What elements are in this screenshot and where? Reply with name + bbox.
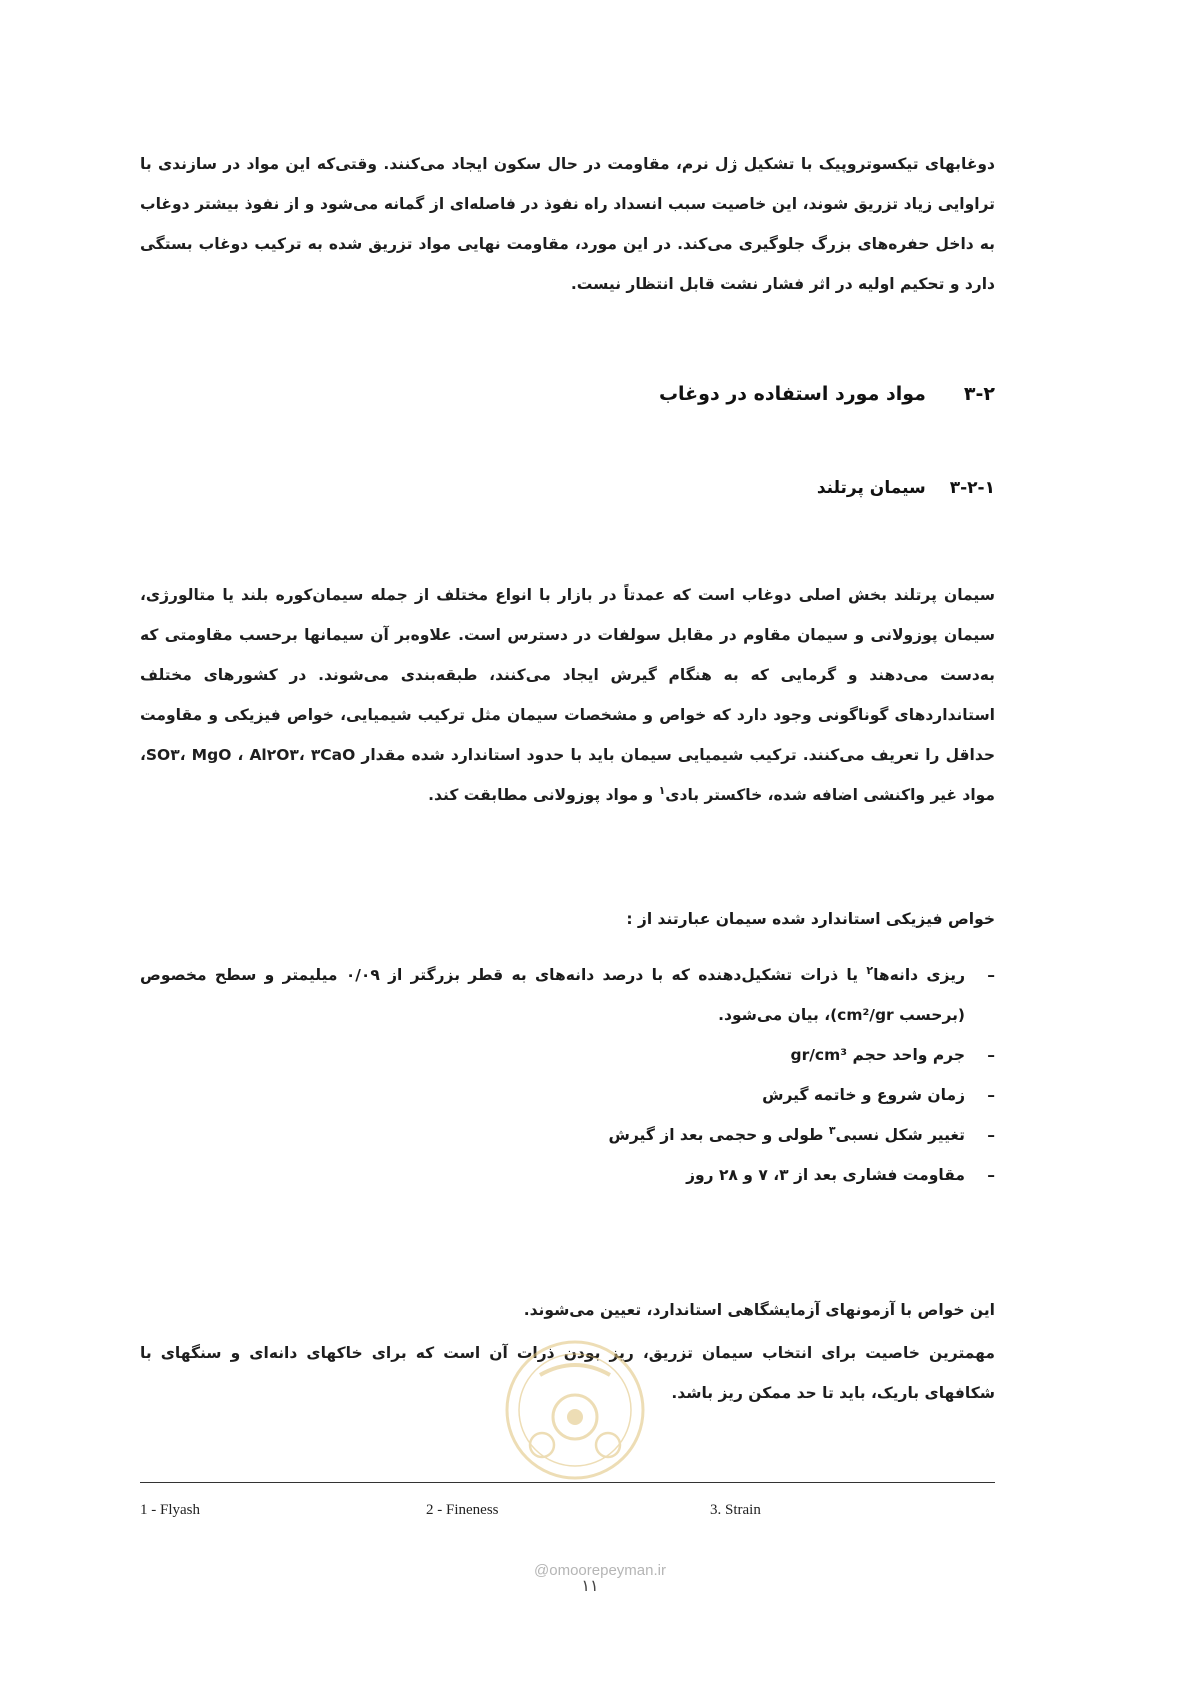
paragraph-fineness: مهمترین خاصیت برای انتخاب سیمان تزریق، ریز بودن ذرات آن است که برای خاکهای دانه‌ای و سنگهای با شکافهای باریک، باید تا حد ممکن ریز باشد. bbox=[140, 1344, 995, 1402]
list-item-text: زمان شروع و خاتمه گیرش bbox=[762, 1086, 965, 1104]
list-item-text: تغییر شکل نسبی bbox=[835, 1126, 965, 1144]
footnote-ref-2: ۲ bbox=[866, 963, 874, 977]
footnote-ref-3: ۳ bbox=[828, 1123, 836, 1137]
footnote-separator bbox=[140, 1482, 995, 1483]
bullet-dash: – bbox=[987, 966, 995, 984]
subsection-title: سیمان پرتلند bbox=[816, 478, 926, 498]
properties-list bbox=[140, 955, 995, 1195]
bullet-dash: – bbox=[987, 1086, 995, 1104]
watermark-url: @omoorepeyman.ir bbox=[534, 1562, 666, 1579]
watermark-logo bbox=[500, 1335, 650, 1495]
paragraph-standard-tests: این خواص با آزمونهای آزمایشگاهی استاندارد، تعیین می‌شوند. bbox=[523, 1301, 995, 1319]
subsection-number: ۳-۲-۱ bbox=[949, 478, 995, 498]
section-heading bbox=[659, 383, 995, 405]
list-item-text: مقاومت فشاری بعد از ۳، ۷ و ۲۸ روز bbox=[686, 1166, 965, 1184]
section-number: ۳-۲ bbox=[963, 383, 995, 405]
bullet-dash: – bbox=[987, 1046, 995, 1064]
list-item-text: جرم واحد حجم gr/cm³ bbox=[790, 1046, 965, 1064]
list-item bbox=[140, 1115, 995, 1155]
paragraph-thixotropic: دوغابهای تیکسوتروپیک با تشکیل ژل نرم، مقاومت در حال سکون ایجاد می‌کنند. وقتی‌که این مواد در سازندی با تراوایی زیاد تزریق شوند، این خاصیت سبب انسداد راه نفوذ در فاصله‌ای از گمانه می‌شود و از نفوذ بیشتر دوغاب به داخل حفره‌های بزرگ جلوگیری می‌کند. در این مورد، مقاومت نهایی مواد تزریق شده به ترکیب دوغاب بستگی دارد و تحکیم اولیه در اثر فشار نشت قابل انتظار نیست. bbox=[140, 155, 995, 293]
list-item-text: ریزی دانه‌ها bbox=[873, 966, 966, 984]
paragraph-text-end: و مواد پوزولانی مطابقت کند. bbox=[428, 786, 659, 804]
subsection-heading bbox=[817, 478, 995, 498]
properties-title: خواص فیزیکی استاندارد شده سیمان عبارتند از : bbox=[626, 910, 995, 928]
list-item bbox=[140, 1075, 995, 1115]
footnote-2: 2 - Fineness bbox=[426, 1502, 499, 1518]
list-item-text-end: طولی و حجمی بعد از گیرش bbox=[608, 1126, 829, 1144]
footnote-1: 1 - Flyash bbox=[140, 1502, 200, 1518]
list-item-text-end: یا ذرات تشکیل‌دهنده که با درصد دانه‌های به قطر بزرگتر از ۰/۰۹ میلیمتر و سطح مخصوص (برحسب cm²/gr)، بیان می‌شود. bbox=[140, 966, 965, 1024]
paragraph-text: سیمان پرتلند بخش اصلی دوغاب است که عمدتاً در بازار با انواع مختلف از جمله سیمان‌کوره بلند یا متالورژی، سیمان پوزولانی و سیمان مقاوم در مقابل سولفات در دسترس است. علاوه‌بر آن سیمانها برحسب مقاومتی که به‌دست می‌دهند و گرمایی که به هنگام گیرش ایجاد می‌کنند، طبقه‌بندی می‌شوند. در کشورهای مختلف استانداردهای گوناگونی وجود دارد که خواص و مشخصات سیمان مثل ترکیب شیمیایی، خواص فیزیکی و مقاومت حداقل را تعریف می‌کنند. ترکیب شیمیایی سیمان باید با حدود استاندارد شده مقدار SO۳، MgO ، Al۲O۳، ۳CaO، مواد غیر واکنشی اضافه شده، خاکستر بادی bbox=[140, 586, 995, 804]
bullet-dash: – bbox=[987, 1166, 995, 1184]
footnote-ref-1: ۱ bbox=[658, 783, 666, 797]
paragraph-portland-cement bbox=[140, 575, 995, 815]
section-title: مواد مورد استفاده در دوغاب bbox=[658, 383, 926, 405]
list-item bbox=[140, 1035, 995, 1075]
page-number: ۱۱ bbox=[581, 1576, 599, 1595]
list-item bbox=[140, 955, 995, 1035]
list-item bbox=[140, 1155, 995, 1195]
footnote-3: 3. Strain bbox=[710, 1502, 761, 1518]
bullet-dash: – bbox=[987, 1126, 995, 1144]
